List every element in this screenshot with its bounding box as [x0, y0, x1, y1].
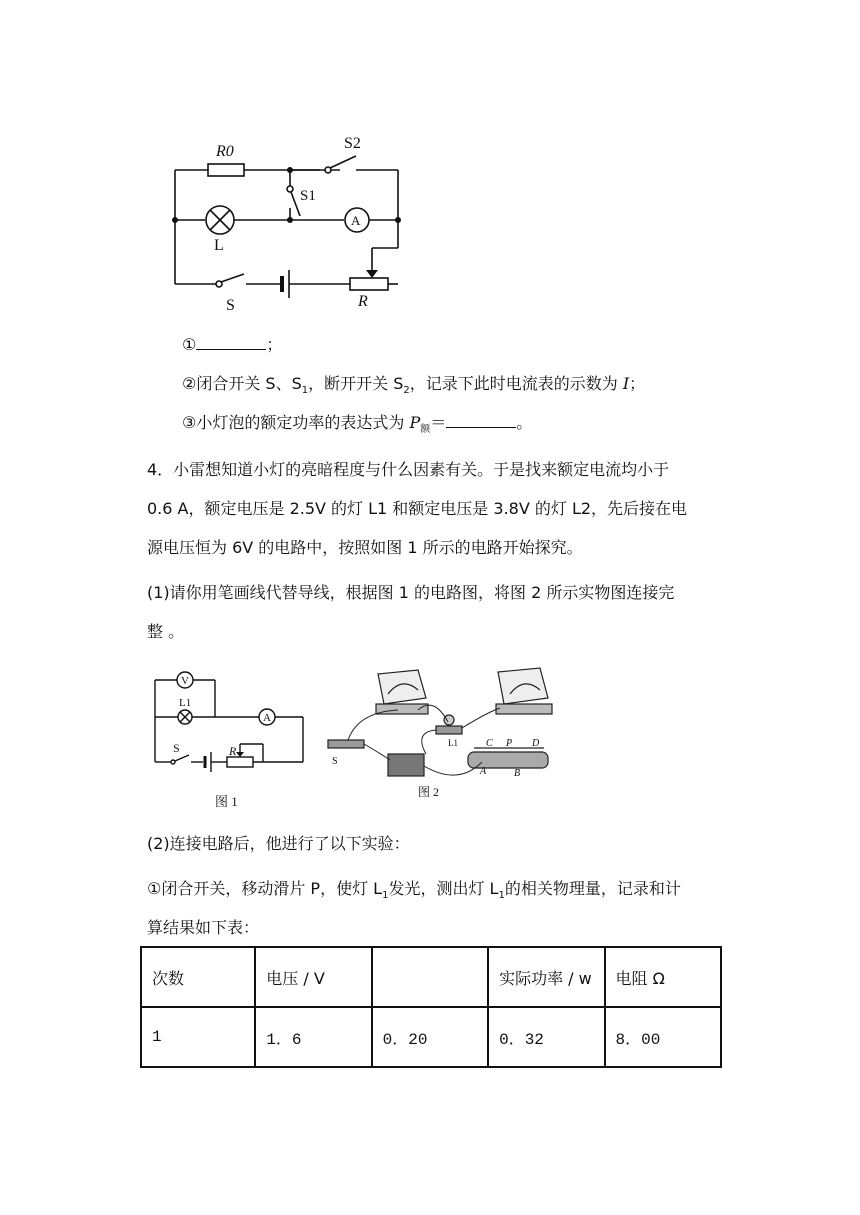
- table-cell: 0．20: [372, 1007, 488, 1067]
- q4-step-a1-sub2: 1: [498, 890, 505, 902]
- table-header-cell: 电压 / V: [255, 947, 371, 1007]
- q4-step-a1-sub: 1: [382, 890, 389, 902]
- q4-step-a1: [147, 879, 681, 906]
- q4-step-a1-text: ①闭合开关，移动滑片 P，使灯 L: [147, 879, 383, 898]
- s1-label: S1: [300, 188, 316, 204]
- answer-blank-2[interactable]: [446, 413, 516, 428]
- step-2-sub2: 2: [403, 385, 410, 397]
- table-cell: 1．6: [255, 1007, 371, 1067]
- step-2-var: I: [622, 374, 630, 393]
- fig2-lamp-label: L1: [448, 738, 458, 748]
- step-1-prefix: ①: [182, 335, 197, 354]
- table-header-cell: 实际功率 / w: [488, 947, 604, 1007]
- ammeter-label: A: [351, 213, 361, 228]
- fig1-rheostat-label: R: [229, 744, 237, 758]
- table-row: [141, 1007, 721, 1067]
- q4-part1-line-2: 整 。: [147, 622, 185, 641]
- table-header-cell: 电阻 Ω: [605, 947, 721, 1007]
- fig1-ammeter-label: A: [263, 712, 271, 724]
- q4-part1-line-1: (1)请你用笔画线代替导线，根据图 1 的电路图，将图 2 所示实物图连接完: [147, 583, 675, 602]
- step-2-text: ②闭合开关 S、S: [182, 374, 302, 393]
- table-header-cell: [372, 947, 488, 1007]
- step-3-text: ③小灯泡的额定功率的表达式为: [182, 413, 410, 432]
- step-3-eq: ＝: [430, 413, 447, 432]
- step-2-sub1: 1: [301, 385, 309, 397]
- s2-label: S2: [344, 135, 361, 152]
- circuit-diagram-1: [160, 128, 410, 318]
- r0-label: R0: [216, 143, 234, 160]
- q4-line-2: 0.6 A，额定电压是 2.5V 的灯 L1 和额定电压是 3.8V 的灯 L2，先后接在电: [147, 499, 688, 518]
- q4-step-a2: 算结果如下表：: [147, 918, 260, 937]
- step-3-sub: 额: [420, 424, 431, 436]
- results-table: [140, 946, 722, 1068]
- fig2-p-label: P: [506, 738, 513, 749]
- fig1-voltmeter-label: V: [181, 675, 189, 687]
- fig2-d-label: D: [532, 738, 540, 749]
- q4-step-a1-end: 的相关物理量，记录和计: [504, 879, 681, 898]
- q4-line-1: 4．小雷想知道小灯的亮暗程度与什么因素有关。于是找来额定电流均小于: [147, 460, 670, 479]
- fig2-c-label: C: [486, 738, 493, 749]
- fig2-caption: 图 2: [418, 785, 440, 799]
- step-2-mid: ，断开开关 S: [308, 374, 404, 393]
- table-cell: 1: [141, 1007, 255, 1067]
- rheostat-label: R: [358, 293, 368, 310]
- fig1-lamp-label: L1: [179, 697, 192, 709]
- step-3: [182, 413, 532, 440]
- table-header-cell: 次数: [141, 947, 255, 1007]
- q4-line-3: 源电压恒为 6V 的电路中，按照如图 1 所示的电路开始探究。: [147, 538, 583, 557]
- step-1-suffix: ；: [266, 335, 283, 354]
- fig2-switch-label: S: [332, 756, 338, 767]
- answer-blank-1[interactable]: [196, 335, 266, 350]
- fig1-caption: 图 1: [215, 794, 238, 809]
- fig1-switch-label: S: [173, 741, 180, 755]
- fig2-b-label: B: [514, 768, 521, 779]
- q4-step-a1-mid: 发光，测出灯 L: [388, 879, 499, 898]
- figure-1-circuit: [145, 660, 315, 810]
- switch-label: S: [226, 297, 235, 314]
- lamp-label: L: [214, 237, 224, 254]
- table-header-row: [141, 947, 721, 1007]
- fig2-a-label: A: [480, 766, 487, 777]
- step-3-var: P: [409, 413, 421, 432]
- table-cell: 8．00: [605, 1007, 721, 1067]
- figure-2-apparatus: [318, 662, 558, 804]
- step-2-end: ，记录下此时电流表的示数为: [409, 374, 623, 393]
- step-2: [182, 374, 645, 401]
- table-cell: 0．32: [488, 1007, 604, 1067]
- step-3-end: 。: [516, 413, 533, 432]
- q4-part2: (2)连接电路后，他进行了以下实验：: [147, 834, 410, 853]
- step-2-tail: ；: [629, 374, 646, 393]
- step-1: [182, 335, 282, 355]
